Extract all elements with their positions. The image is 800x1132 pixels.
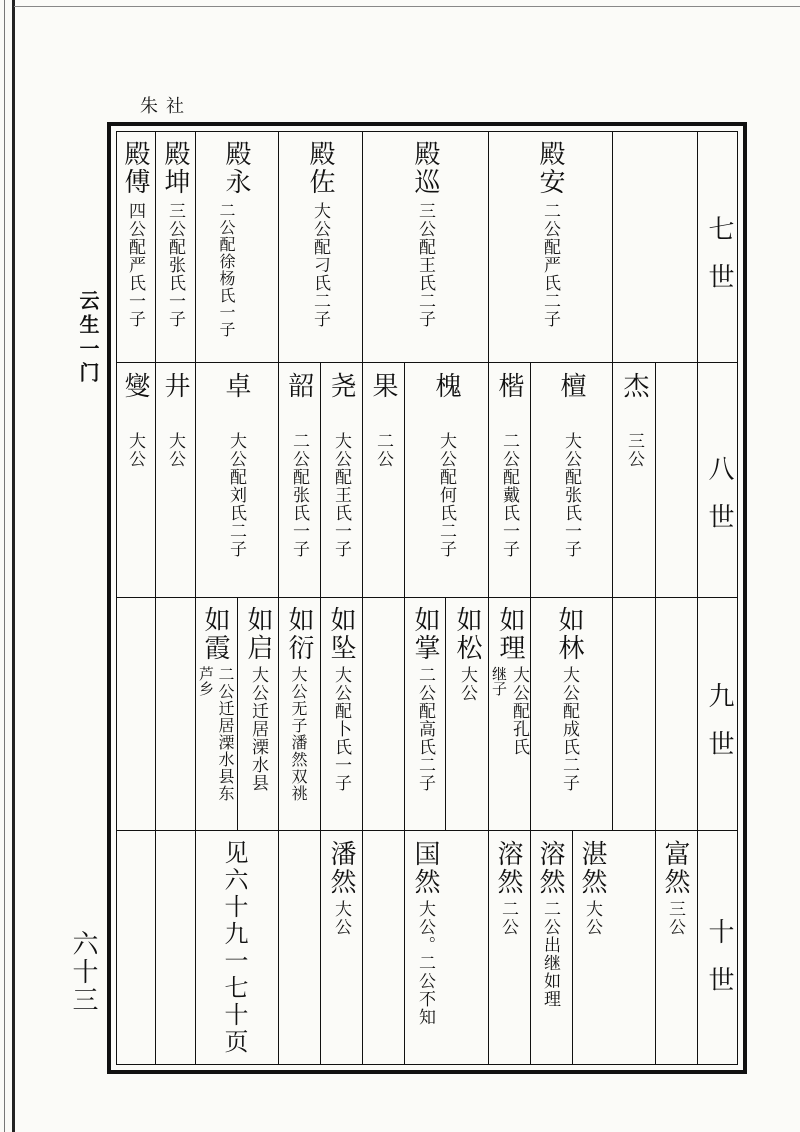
person-name: 燮 [120, 372, 150, 400]
row-divider-8-9 [116, 597, 738, 598]
generation-column-divider [697, 131, 698, 1065]
page-edge-line [4, 0, 5, 1132]
row10-divider [195, 830, 196, 1065]
person-name: 如松 [452, 606, 482, 662]
person-note: 二公迁居溧水县东 [216, 666, 235, 802]
person-note: 大公配刘氏二子 [226, 432, 246, 558]
row9-divider [655, 597, 656, 830]
row9-divider [237, 597, 238, 830]
person-note: 二公 [498, 900, 518, 936]
cross-reference-note: 见六十九一七十页 [220, 840, 248, 1056]
person-name: 如掌 [410, 606, 440, 662]
page-number: 六十三 [68, 930, 98, 1014]
person-note: 三公配王氏二子 [415, 202, 435, 328]
person-name: 如启 [243, 606, 273, 662]
person-note: 二公 [373, 432, 393, 468]
row9-divider [155, 597, 156, 830]
person-note-aside: 芦乡 [197, 666, 215, 696]
row9-divider [320, 597, 321, 830]
generation-label-9: 九世 [704, 682, 734, 778]
row9-divider [362, 597, 363, 830]
person-name: 溶然 [535, 840, 565, 896]
person-name: 如衍 [284, 606, 314, 662]
person-note: 三公配张氏一子 [165, 202, 185, 328]
row8-divider [362, 362, 363, 597]
person-note: 二公配戴氏一子 [499, 432, 519, 558]
row8-divider [155, 362, 156, 597]
lineage-title: 云生一门 [76, 290, 100, 386]
row-divider-7-8 [116, 362, 738, 363]
person-name: 如霞 [200, 606, 230, 662]
person-note: 大公 [331, 900, 351, 936]
person-note: 二公配徐杨氏一子 [217, 202, 236, 338]
person-note: 大公配何氏二子 [436, 432, 456, 558]
person-name: 国然 [410, 840, 440, 896]
person-note: 大公配王氏一子 [331, 432, 351, 558]
person-note: 大公配孔氏 [509, 666, 529, 756]
person-name: 溶然 [493, 840, 523, 896]
person-name: 殿永 [221, 140, 251, 196]
person-name: 潘然 [326, 840, 356, 896]
row10-divider [278, 830, 279, 1065]
person-note: 大公。二公不知 [415, 900, 435, 1026]
person-note: 二公配高氏二子 [415, 666, 435, 792]
row10-divider [320, 830, 321, 1065]
row10-divider [488, 830, 489, 1065]
person-name: 卓 [221, 372, 251, 400]
person-name: 尧 [326, 372, 356, 400]
person-name: 如林 [554, 606, 584, 662]
person-note: 大公迁居溧水县 [248, 666, 268, 792]
person-note: 二公配张氏一子 [289, 432, 309, 558]
generation-label-8: 八世 [704, 455, 734, 551]
row10-divider [572, 830, 573, 1065]
person-name: 殿佐 [305, 140, 335, 196]
person-note: 大公 [165, 432, 185, 468]
row7-divider [195, 131, 196, 362]
person-note: 大公配成氏二子 [559, 666, 579, 792]
row10-divider [362, 830, 363, 1065]
person-name: 湛然 [577, 840, 607, 896]
person-note: 大公配刁氏二子 [310, 202, 330, 328]
generation-label-7: 七世 [704, 215, 734, 311]
person-note: 二公配严氏二子 [540, 202, 560, 328]
person-name: 韶 [284, 372, 314, 400]
person-note: 大公 [125, 432, 145, 468]
row8-divider [320, 362, 321, 597]
person-name: 如坠 [326, 606, 356, 662]
person-note: 大公 [457, 666, 477, 702]
person-note: 四公配严氏一子 [125, 202, 145, 328]
row8-divider [530, 362, 531, 597]
person-note-aside: 继子 [490, 666, 508, 696]
page-binding-border [12, 0, 15, 1132]
row9-divider [488, 597, 489, 830]
row10-divider [155, 830, 156, 1065]
row7-divider [612, 131, 613, 362]
person-name: 如理 [495, 606, 525, 662]
generation-label-10: 十世 [704, 918, 734, 1014]
row7-divider [488, 131, 489, 362]
row8-divider [612, 362, 613, 597]
row-divider-9-10 [116, 830, 738, 831]
person-note: 大公 [582, 900, 602, 936]
person-name: 殿巡 [410, 140, 440, 196]
row9-divider [278, 597, 279, 830]
row7-divider [362, 131, 363, 362]
row10-divider [655, 830, 656, 1065]
person-name: 殿坤 [160, 140, 190, 196]
row9-divider [612, 597, 613, 830]
person-note: 大公无子潘然双祧 [289, 666, 308, 802]
row9-divider [195, 597, 196, 830]
row8-divider [655, 362, 656, 597]
person-name: 殿安 [535, 140, 565, 196]
row7-divider [278, 131, 279, 362]
row8-divider [488, 362, 489, 597]
row7-divider [155, 131, 156, 362]
page-header: 朱社 [140, 96, 192, 117]
row9-divider [530, 597, 531, 830]
row10-divider [530, 830, 531, 1065]
page-top-line [14, 6, 800, 7]
person-note: 二公出继如理 [540, 900, 560, 1008]
person-name: 檀 [556, 372, 586, 400]
person-name: 殿傅 [120, 140, 150, 196]
person-name: 杰 [619, 372, 649, 400]
person-note: 大公配卜氏一子 [331, 666, 351, 792]
person-name: 富然 [660, 840, 690, 896]
row8-divider [404, 362, 405, 597]
person-name: 果 [368, 372, 398, 400]
person-name: 槐 [431, 372, 461, 400]
row8-divider [278, 362, 279, 597]
row8-divider [195, 362, 196, 597]
person-note: 三公 [624, 432, 644, 468]
person-name: 井 [160, 372, 190, 400]
row9-divider [445, 597, 446, 830]
row10-divider [404, 830, 405, 1065]
row9-divider [404, 597, 405, 830]
person-name: 楷 [494, 372, 524, 400]
person-note: 大公配张氏一子 [561, 432, 581, 558]
person-note: 三公 [665, 900, 685, 936]
